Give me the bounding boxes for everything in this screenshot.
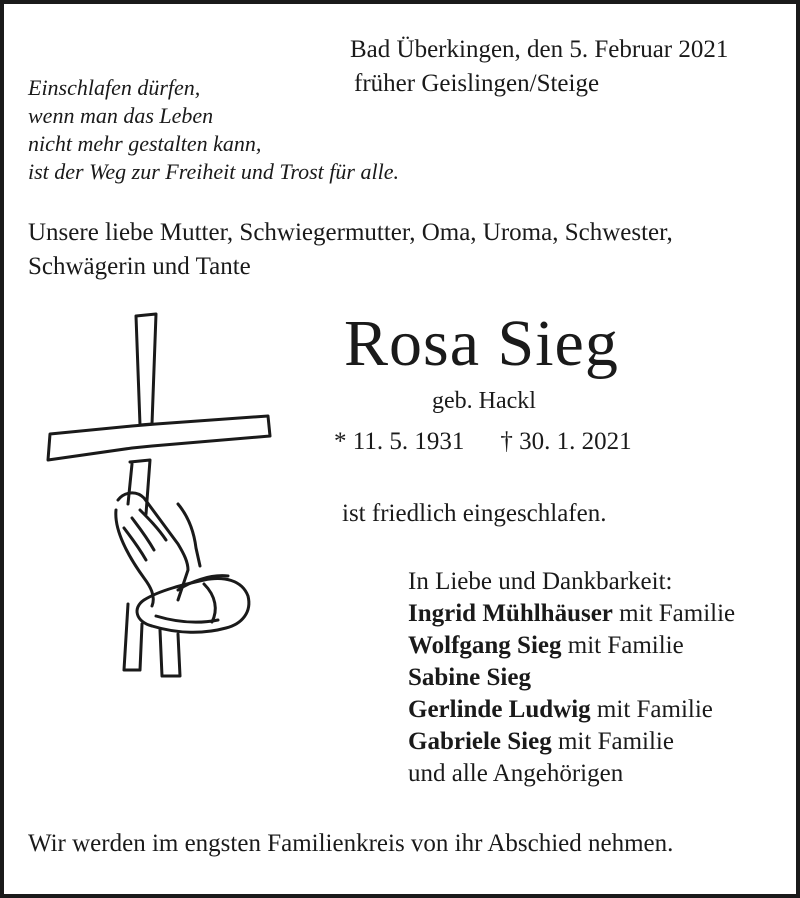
- poem-line: wenn man das Leben: [28, 103, 214, 128]
- mourners-list: [408, 566, 735, 790]
- mourner-name: Ingrid Mühlhäuser: [408, 600, 613, 627]
- date-line: Bad Überkingen, den 5. Februar 2021: [350, 36, 729, 63]
- mourner-entry: [408, 694, 735, 726]
- intro-line: Schwägerin und Tante: [28, 253, 251, 280]
- poem: [28, 74, 399, 186]
- birth-name: geb. Hackl: [432, 388, 536, 414]
- mourner-entry: [408, 598, 735, 630]
- cross-with-praying-hands-icon: [28, 304, 278, 684]
- mourner-entry: [408, 662, 735, 694]
- mourner-name: Gabriele Sieg: [408, 728, 552, 755]
- former-residence-line: früher Geislingen/Steige: [354, 70, 600, 97]
- deceased-name: Rosa Sieg: [344, 307, 619, 380]
- life-dates: [334, 428, 632, 456]
- mourner-suffix: mit Familie: [612, 600, 736, 627]
- mourner-entry: [408, 630, 735, 662]
- poem-line: nicht mehr gestalten kann,: [28, 131, 262, 156]
- mourner-suffix: mit Familie: [561, 632, 684, 659]
- mourner-name: Gerlinde Ludwig: [408, 696, 591, 723]
- mourner-entry: [408, 726, 735, 758]
- birth-date: * 11. 5. 1931: [334, 428, 465, 455]
- intro-text: [28, 216, 673, 284]
- mourner-name: Sabine Sieg: [408, 664, 531, 691]
- passing-statement: ist friedlich eingeschlafen.: [342, 500, 607, 527]
- mourners-closing: und alle Angehörigen: [408, 760, 624, 787]
- death-date: † 30. 1. 2021: [500, 428, 632, 455]
- mourner-suffix: mit Familie: [551, 728, 674, 755]
- poem-line: Einschlafen dürfen,: [28, 75, 201, 100]
- poem-line: ist der Weg zur Freiheit und Trost für alle.: [28, 159, 399, 184]
- mourner-name: Wolfgang Sieg: [408, 632, 562, 659]
- intro-line: Unsere liebe Mutter, Schwiegermutter, Oma, Uroma, Schwester,: [28, 219, 673, 246]
- mourner-suffix: mit Familie: [590, 696, 713, 723]
- footer-text: Wir werden im engsten Familienkreis von ihr Abschied nehmen.: [28, 830, 674, 857]
- mourners-heading: In Liebe und Dankbarkeit:: [408, 568, 673, 595]
